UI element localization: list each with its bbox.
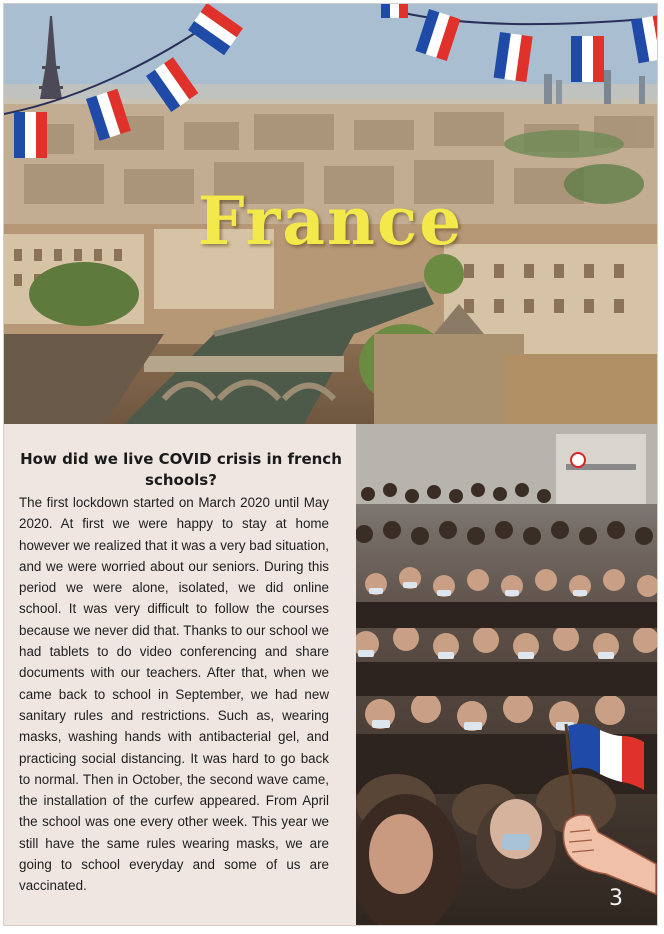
- article-panel: [4, 424, 356, 925]
- raised-hand-icon: [563, 815, 656, 894]
- hero-title: France: [197, 182, 464, 260]
- crowd-photo: [356, 424, 657, 925]
- brochure-page: [3, 3, 658, 926]
- article-heading: How did we live COVID crisis in french schools?: [20, 450, 342, 489]
- crowd-illustration: [356, 424, 657, 925]
- paris-cityscape-photo: [4, 4, 657, 424]
- article-body: The first lockdown started on March 2020 until May 2020. At first we were happy to stay at home however we realized that it was a very bad situation, and we were worried about our seniors. During this period we were alone, isolated, we did online school. It was very difficult to follow the courses because we never did that. Thanks to our school we had tablets to do video conferencing and share documents with our teachers. After that, when we came back to school in September, we had new sanitary rules and restrictions. Such as, wearing masks, washing hands with antibacterial gel, and practicing social distancing. It was hard to go back to normal. Then in October, the second wave came, the installation of the curfew appeared. From April the school was one every other week. This year we still have the same rules wearing masks, we are going to school everyday and some of us are vaccinated.: [19, 495, 329, 894]
- page-number: 3: [609, 886, 623, 911]
